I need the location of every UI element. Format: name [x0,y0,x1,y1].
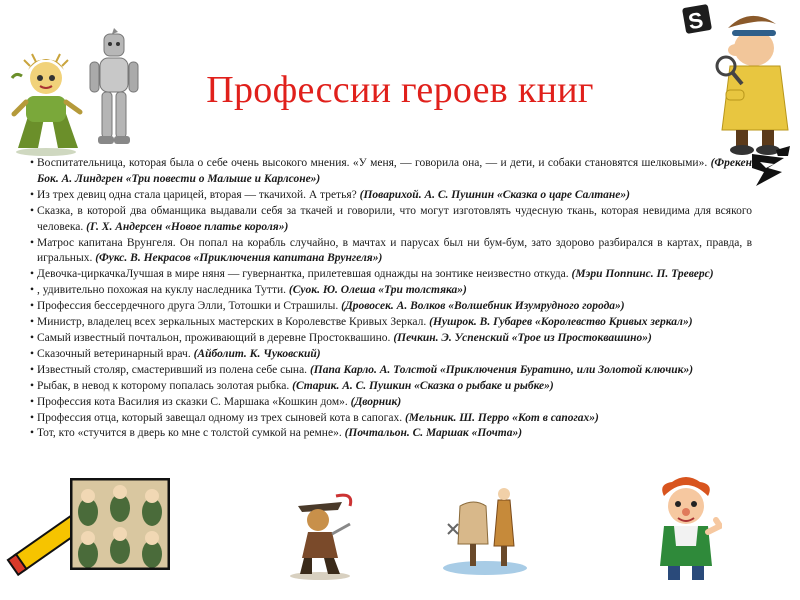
tailor-illustration [440,484,530,576]
answer-source: (Дворник) [350,395,402,408]
riddle-text: Из трех девиц одна стала царицей, вторая — ткачихой. А третья? [37,188,360,201]
riddle-text: Профессия отца, который завещал одному из трех сыновей кота в сапогах. [37,411,405,424]
list-item [30,411,752,427]
list-item [30,426,752,442]
answer-source: (Айболит. К. Чуковский) [193,347,321,360]
answer-source: (Мэри Поппинс. П. Треверс) [571,268,714,281]
list-item [30,379,752,395]
list-item [30,267,752,283]
list-item [30,299,752,315]
answer-source: (Поварихой. А. С. Пушнин «Сказка о царе Салтане») [359,188,630,201]
slide-title: Профессии героев книг [206,69,594,111]
list-item [30,188,752,204]
riddle-text: Матрос капитана Врунгеля. Он попал на корабль случайно, в мачтах и парусах был ни бум-бум, зато здорово разбирался в картах, правда, в игральных. [37,236,752,265]
answer-source: (Г. Х. Андерсен «Новое платье короля») [86,220,289,233]
riddle-text: Девочка-циркачкаЛучшая в мире няня — гувернантка, прилетевшая однажды на зонтике неизвестно откуда. [37,268,572,281]
list-item [30,283,752,299]
answer-source: (Мельник. Ш. Перро «Кот в сапогах») [404,411,599,424]
list-item [30,331,752,347]
riddle-text: Самый известный почтальон, проживающий в деревне Простоквашино. [37,331,394,344]
detective-illustration [670,0,800,156]
answer-source: (Фрекен Бок. А. Линдгрен «Три повести о Малыше и Карлсоне») [37,157,752,185]
riddle-text: , удивительно похожая на куклу наследника Тутти. [37,284,289,297]
zigzag-decoration [748,150,788,190]
comic-frame-illustration [70,478,170,570]
list-item [30,315,752,331]
list-item [30,347,752,363]
riddle-text: Профессия кота Василия из сказки С. Маршака «Кошкин дом». [37,395,351,408]
answer-source: (Дровосек. А. Волков «Волшебник Изумрудного города») [341,300,625,313]
answer-source: (Суок. Ю. Олеша «Три толстяка») [288,284,467,297]
svg-text:S: S [686,7,706,35]
answer-source: (Нушрок. В. Губарев «Королевство Кривых зеркал») [429,316,693,329]
list-item [30,156,752,188]
riddle-text: Рыбак, в невод к которому попалась золотая рыбка. [37,379,293,392]
list-item [30,363,752,379]
list-item [30,236,752,268]
answer-source: (Фукс. В. Некрасов «Приключения капитана Врунгеля») [95,252,383,265]
riddle-text: Известный столяр, смастеривший из полена себе сына. [37,363,310,376]
tin-man-illustration [88,28,140,150]
list-item [30,204,752,236]
puss-in-boots-illustration [280,488,360,580]
riddle-text: Министр, владелец всех зеркальных мастерских в Королевстве Кривых Зеркал. [37,316,430,329]
riddle-text: Профессия бессердечного друга Элли, Тотошки и Страшилы. [37,300,342,313]
answer-source: (Папа Карло. А. Толстой «Приключения Буратино, или Золотой ключик») [309,363,694,376]
answer-source: (Старик. А. С. Пушкин «Сказка о рыбаке и рыбке») [292,379,554,392]
list-item [30,395,752,411]
red-haired-boy-illustration [650,476,722,586]
riddle-text: Сказка, в которой два обманщика выдавали себя за ткачей и говорили, что могут изготовлять чудесную ткань, которая невидима для всякого человека. [37,204,752,233]
riddle-text: Сказочный ветеринарный врач. [37,347,194,360]
riddle-text: Тот, кто «стучится в дверь ко мне с толстой сумкой на ремне». [37,427,345,440]
answer-source: (Почтальон. С. Маршак «Почта») [344,427,523,440]
riddle-list [30,156,752,442]
answer-source: (Печкин. Э. Успенский «Трое из Простоквашино») [393,331,652,344]
riddle-text: Воспитательница, которая была о себе очень высокого мнения. «У меня, — говорила она, — и дети, и собаки становятся шелковыми». [37,157,711,169]
scarecrow-illustration [8,48,86,156]
